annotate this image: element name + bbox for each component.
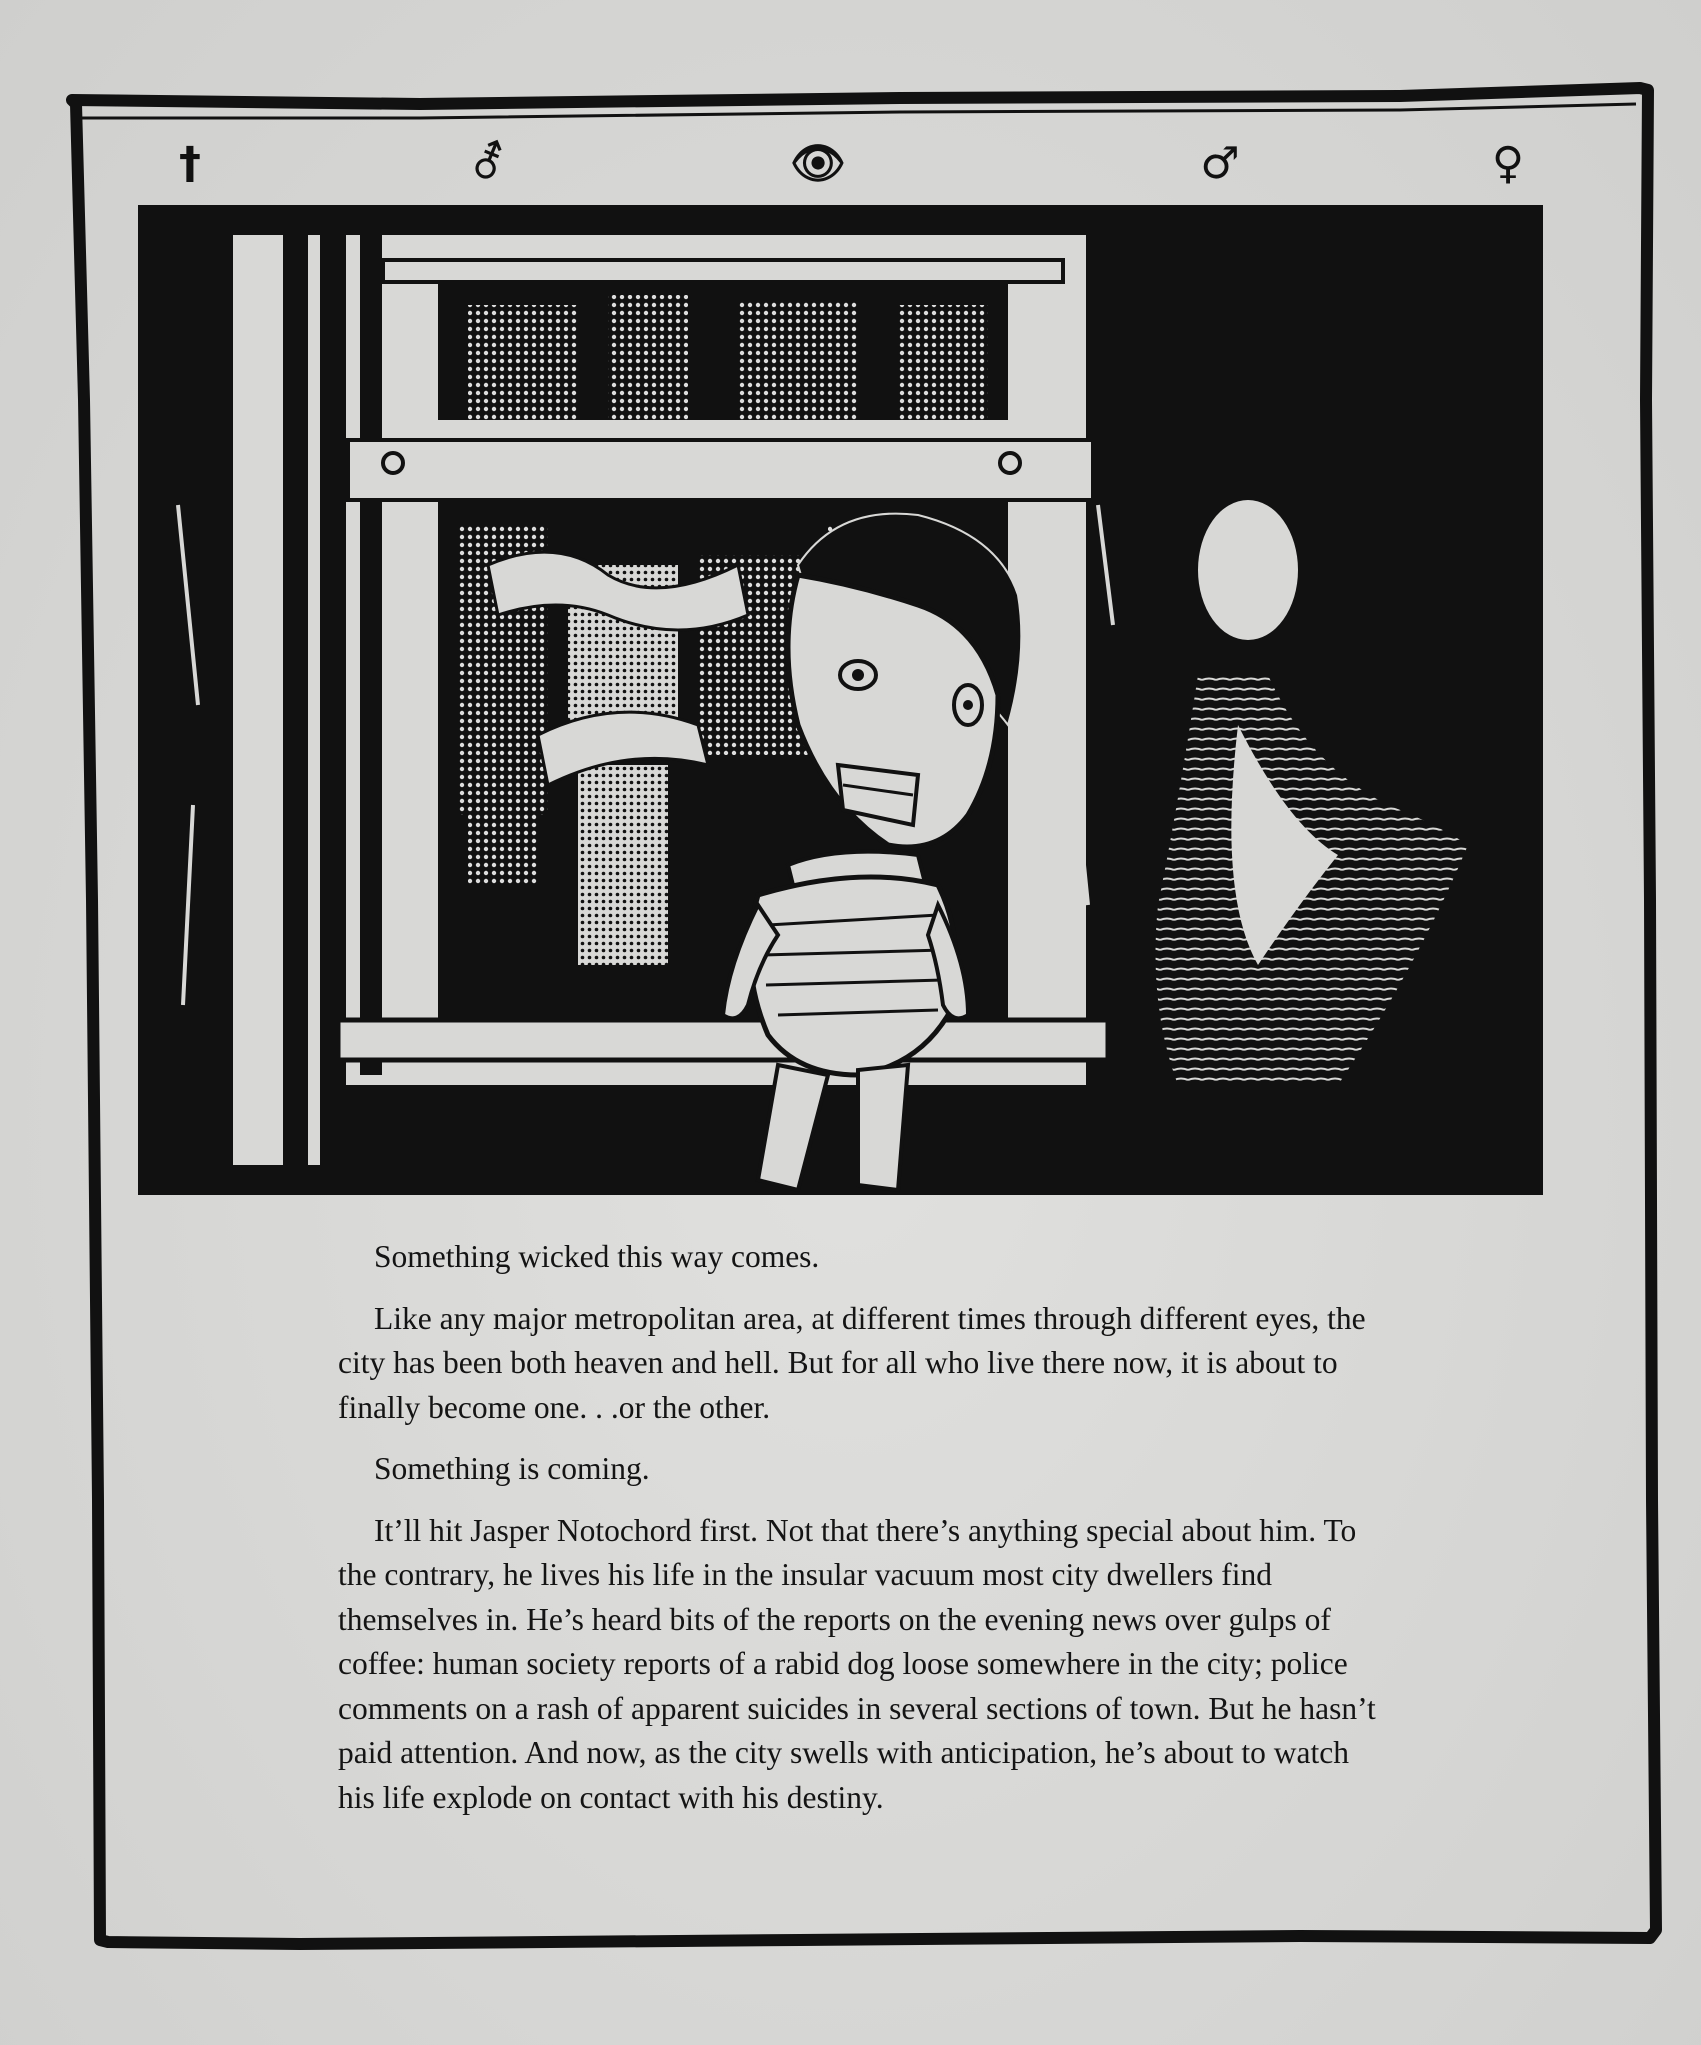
- cross-icon: †: [179, 138, 201, 189]
- upper-pane-building-3: [738, 300, 858, 420]
- story-text: [338, 1235, 1378, 1837]
- upper-pane-building-4: [898, 305, 988, 420]
- story-paragraph: It’ll hit Jasper Notochord first. Not that there’s anything special about him. To the contrary, he lives his life in the insular vacuum most city dwellers find themselves in. He’s heard bits of the reports on the evening news over gulps of coffee: human society reports of a rabid dog loose somewhere in the city; police comments on a rash of apparent suicides in several sections of town. But he hasn’t paid attention. And now, as the city swells with anticipation, he’s about to watch his life explode on contact with his destiny.: [338, 1512, 1376, 1815]
- roller-blind: [383, 260, 1063, 282]
- story-paragraph: Something is coming.: [374, 1451, 650, 1486]
- window-sash: [348, 440, 1093, 500]
- dummy-pupil-right: [963, 700, 973, 710]
- dummy-pupil-left: [852, 669, 864, 681]
- mars-variant-icon: ⚦: [469, 138, 507, 189]
- mars-reversed-icon: ♂: [1200, 138, 1240, 189]
- story-paragraph: Like any major metropolitan area, at different times through different eyes, the city has been both heaven and hell. But for all who live there now, it is about to finally become one. . .or the other.: [338, 1300, 1366, 1425]
- skyscraper-3: [468, 705, 538, 885]
- story-paragraph: Something wicked this way comes.: [374, 1239, 820, 1274]
- left-wall-strip: [233, 235, 283, 1165]
- window-sill: [338, 1020, 1108, 1060]
- pale-face-shape: [1198, 500, 1298, 640]
- dummy-leg-right: [858, 1065, 908, 1190]
- eye-icon: 👁: [790, 138, 846, 189]
- upper-pane-building-2: [608, 295, 688, 420]
- venus-cross-icon: ♀: [1491, 138, 1525, 189]
- illustration-panel: [138, 205, 1543, 1195]
- dummy-body: [750, 877, 956, 1075]
- upper-pane-building-1: [468, 305, 578, 420]
- window-frame-inner: [360, 235, 382, 1075]
- left-wall-edge: [308, 235, 320, 1165]
- skyscraper-5: [578, 765, 668, 965]
